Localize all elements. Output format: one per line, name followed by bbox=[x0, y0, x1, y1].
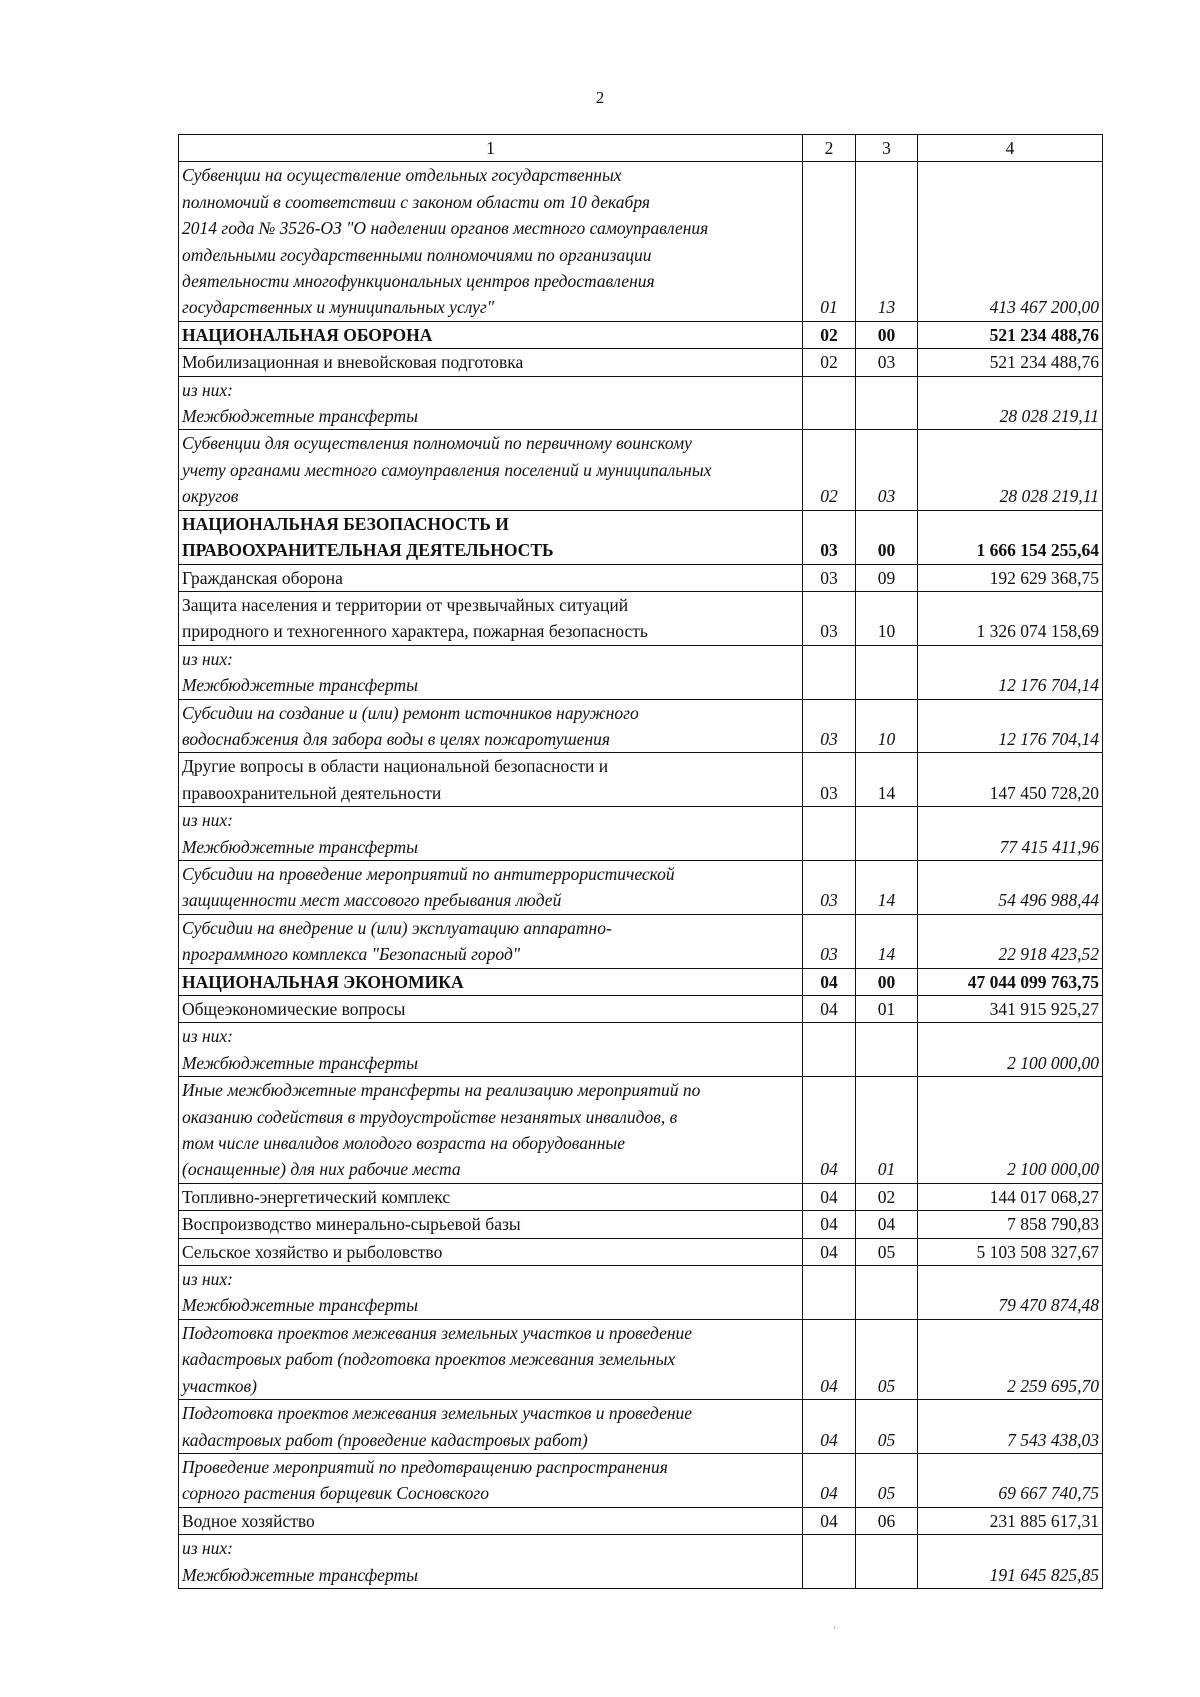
row-amount-cell: 22 918 423,52 bbox=[918, 914, 1103, 968]
row-subsection-cell bbox=[856, 376, 918, 430]
row-name-line: Межбюджетные трансферты bbox=[182, 836, 418, 857]
row-name-line: сорного растения борщевик Сосновского bbox=[182, 1483, 489, 1504]
row-name-line: НАЦИОНАЛЬНАЯ ЭКОНОМИКА bbox=[182, 971, 464, 992]
row-section-cell: 04 bbox=[803, 1238, 856, 1265]
row-name-cell bbox=[179, 376, 803, 430]
row-subsection-cell: 03 bbox=[856, 349, 918, 376]
row-name-line: государственных и муниципальных услуг" bbox=[182, 297, 495, 318]
table-row bbox=[179, 1183, 1103, 1210]
row-name-cell bbox=[179, 753, 803, 807]
table-row bbox=[179, 968, 1103, 995]
row-amount-cell: 12 176 704,14 bbox=[918, 699, 1103, 753]
table-row bbox=[179, 753, 1103, 807]
row-name-line: Межбюджетные трансферты bbox=[182, 406, 418, 427]
row-section-cell: 04 bbox=[803, 1077, 856, 1184]
table-row bbox=[179, 860, 1103, 914]
row-section-cell: 03 bbox=[803, 591, 856, 645]
row-section-cell: 03 bbox=[803, 510, 856, 564]
row-name-cell bbox=[179, 1183, 803, 1210]
row-amount-cell: 47 044 099 763,75 bbox=[918, 968, 1103, 995]
row-section-cell: 03 bbox=[803, 753, 856, 807]
row-section-cell bbox=[803, 376, 856, 430]
row-section-cell bbox=[803, 1023, 856, 1077]
row-name-line: Сельское хозяйство и рыболовство bbox=[182, 1241, 443, 1262]
row-amount-cell: 2 100 000,00 bbox=[918, 1023, 1103, 1077]
row-subsection-cell: 10 bbox=[856, 699, 918, 753]
row-subsection-cell: 05 bbox=[856, 1453, 918, 1507]
row-section-cell: 03 bbox=[803, 564, 856, 591]
header-col-section: 2 bbox=[803, 135, 856, 162]
row-subsection-cell: 03 bbox=[856, 430, 918, 510]
row-section-cell: 01 bbox=[803, 162, 856, 321]
row-section-cell: 04 bbox=[803, 1453, 856, 1507]
row-name-line: Проведение мероприятий по предотвращению распространения bbox=[182, 1456, 668, 1477]
row-name-line: оказанию содействия в трудоустройстве незанятых инвалидов, в bbox=[182, 1106, 678, 1127]
row-name-cell bbox=[179, 564, 803, 591]
row-name-cell bbox=[179, 162, 803, 321]
row-name-cell bbox=[179, 968, 803, 995]
row-section-cell: 03 bbox=[803, 860, 856, 914]
row-amount-cell: 28 028 219,11 bbox=[918, 376, 1103, 430]
row-name-cell bbox=[179, 1319, 803, 1399]
row-name-line: Субсидии на внедрение и (или) эксплуатацию аппаратно- bbox=[182, 917, 612, 938]
row-subsection-cell: 05 bbox=[856, 1319, 918, 1399]
table-row bbox=[179, 645, 1103, 699]
row-subsection-cell: 14 bbox=[856, 860, 918, 914]
row-amount-cell: 521 234 488,76 bbox=[918, 349, 1103, 376]
row-name-line: кадастровых работ (проведение кадастровых работ) bbox=[182, 1429, 588, 1450]
row-name-cell bbox=[179, 807, 803, 861]
row-name-line: НАЦИОНАЛЬНАЯ БЕЗОПАСНОСТЬ И bbox=[182, 513, 509, 534]
row-amount-cell: 28 028 219,11 bbox=[918, 430, 1103, 510]
table-row bbox=[179, 996, 1103, 1023]
header-col-subsection: 3 bbox=[856, 135, 918, 162]
row-amount-cell: 77 415 411,96 bbox=[918, 807, 1103, 861]
table-row bbox=[179, 1535, 1103, 1589]
header-col-amount: 4 bbox=[918, 135, 1103, 162]
table-row bbox=[179, 591, 1103, 645]
row-name-cell bbox=[179, 645, 803, 699]
row-name-cell bbox=[179, 1077, 803, 1184]
row-name-line: ПРАВООХРАНИТЕЛЬНАЯ ДЕЯТЕЛЬНОСТЬ bbox=[182, 540, 554, 561]
row-name-line: Субвенции на осуществление отдельных государственных bbox=[182, 165, 622, 186]
row-subsection-cell: 05 bbox=[856, 1400, 918, 1454]
table-row bbox=[179, 1400, 1103, 1454]
row-section-cell: 04 bbox=[803, 968, 856, 995]
row-name-line: правоохранительной деятельности bbox=[182, 782, 442, 803]
row-section-cell bbox=[803, 1535, 856, 1589]
row-subsection-cell: 01 bbox=[856, 996, 918, 1023]
row-subsection-cell: 14 bbox=[856, 914, 918, 968]
row-amount-cell: 54 496 988,44 bbox=[918, 860, 1103, 914]
row-name-line: из них: bbox=[182, 379, 233, 400]
row-name-line: из них: bbox=[182, 1538, 233, 1559]
table-row bbox=[179, 430, 1103, 510]
row-amount-cell: 2 259 695,70 bbox=[918, 1319, 1103, 1399]
row-subsection-cell bbox=[856, 1023, 918, 1077]
row-amount-cell: 521 234 488,76 bbox=[918, 321, 1103, 348]
row-section-cell bbox=[803, 807, 856, 861]
row-amount-cell: 7 543 438,03 bbox=[918, 1400, 1103, 1454]
row-amount-cell: 147 450 728,20 bbox=[918, 753, 1103, 807]
row-name-cell bbox=[179, 1211, 803, 1238]
table-row bbox=[179, 1211, 1103, 1238]
row-amount-cell: 341 915 925,27 bbox=[918, 996, 1103, 1023]
row-name-cell bbox=[179, 430, 803, 510]
row-name-line: Гражданская оборона bbox=[182, 567, 343, 588]
row-section-cell: 04 bbox=[803, 1211, 856, 1238]
row-name-line: защищенности мест массового пребывания людей bbox=[182, 890, 562, 911]
row-amount-cell: 69 667 740,75 bbox=[918, 1453, 1103, 1507]
row-amount-cell: 144 017 068,27 bbox=[918, 1183, 1103, 1210]
row-subsection-cell: 00 bbox=[856, 510, 918, 564]
table-body bbox=[179, 135, 1103, 1589]
row-name-line: учету органами местного самоуправления поселений и муниципальных bbox=[182, 459, 712, 480]
row-amount-cell: 413 467 200,00 bbox=[918, 162, 1103, 321]
row-name-line: природного и техногенного характера, пожарная безопасность bbox=[182, 621, 648, 642]
row-name-line: участков) bbox=[182, 1375, 257, 1396]
row-section-cell bbox=[803, 645, 856, 699]
row-subsection-cell bbox=[856, 807, 918, 861]
table-row bbox=[179, 914, 1103, 968]
row-amount-cell: 1 666 154 255,64 bbox=[918, 510, 1103, 564]
table-row bbox=[179, 1507, 1103, 1534]
row-amount-cell: 2 100 000,00 bbox=[918, 1077, 1103, 1184]
row-name-line: Воспроизводство минерально-сырьевой базы bbox=[182, 1214, 521, 1235]
row-amount-cell: 192 629 368,75 bbox=[918, 564, 1103, 591]
row-subsection-cell: 04 bbox=[856, 1211, 918, 1238]
row-amount-cell: 79 470 874,48 bbox=[918, 1266, 1103, 1320]
row-name-line: Межбюджетные трансферты bbox=[182, 1052, 418, 1073]
row-name-line: из них: bbox=[182, 1026, 233, 1047]
row-section-cell: 04 bbox=[803, 1400, 856, 1454]
row-name-cell bbox=[179, 591, 803, 645]
budget-table bbox=[178, 134, 1103, 1589]
row-name-line: деятельности многофункциональных центров предоставления bbox=[182, 271, 655, 292]
row-name-line: Общеэкономические вопросы bbox=[182, 999, 406, 1019]
row-name-line: Межбюджетные трансферты bbox=[182, 1564, 418, 1585]
row-name-line: том числе инвалидов молодого возраста на оборудованные bbox=[182, 1133, 626, 1154]
row-name-line: Топливно-энергетический комплекс bbox=[182, 1186, 451, 1207]
row-name-line: кадастровых работ (подготовка проектов межевания земельных bbox=[182, 1349, 676, 1370]
table-row bbox=[179, 376, 1103, 430]
page-number: 2 bbox=[595, 88, 605, 107]
row-name-cell bbox=[179, 860, 803, 914]
table-row bbox=[179, 1453, 1103, 1507]
row-section-cell: 03 bbox=[803, 699, 856, 753]
table-row bbox=[179, 349, 1103, 376]
row-amount-cell: 231 885 617,31 bbox=[918, 1507, 1103, 1534]
row-name-line: Субсидии на проведение мероприятий по антитеррористической bbox=[182, 863, 675, 884]
row-section-cell: 02 bbox=[803, 321, 856, 348]
row-name-cell bbox=[179, 1023, 803, 1077]
table-row bbox=[179, 564, 1103, 591]
row-name-line: Другие вопросы в области национальной безопасности и bbox=[182, 756, 609, 777]
row-section-cell: 02 bbox=[803, 430, 856, 510]
table-row bbox=[179, 1266, 1103, 1320]
row-name-line: Субвенции для осуществления полномочий по первичному воинскому bbox=[182, 433, 692, 454]
row-name-line: округов bbox=[182, 486, 239, 507]
row-subsection-cell: 00 bbox=[856, 321, 918, 348]
row-name-line: из них: bbox=[182, 810, 233, 831]
row-subsection-cell bbox=[856, 1535, 918, 1589]
row-name-cell bbox=[179, 510, 803, 564]
row-subsection-cell: 00 bbox=[856, 968, 918, 995]
table-header-row bbox=[179, 135, 1103, 162]
row-subsection-cell: 06 bbox=[856, 1507, 918, 1534]
row-amount-cell: 7 858 790,83 bbox=[918, 1211, 1103, 1238]
row-amount-cell: 5 103 508 327,67 bbox=[918, 1238, 1103, 1265]
table-row bbox=[179, 699, 1103, 753]
table-row bbox=[179, 1238, 1103, 1265]
row-section-cell: 04 bbox=[803, 1183, 856, 1210]
row-section-cell: 03 bbox=[803, 914, 856, 968]
table-row bbox=[179, 1077, 1103, 1184]
row-amount-cell: 1 326 074 158,69 bbox=[918, 591, 1103, 645]
row-name-line: программного комплекса "Безопасный город" bbox=[182, 944, 521, 965]
row-name-line: из них: bbox=[182, 1269, 233, 1290]
table-row bbox=[179, 807, 1103, 861]
row-amount-cell: 12 176 704,14 bbox=[918, 645, 1103, 699]
row-name-cell bbox=[179, 996, 803, 1023]
row-name-cell bbox=[179, 1400, 803, 1454]
row-amount-cell: 191 645 825,85 bbox=[918, 1535, 1103, 1589]
row-subsection-cell bbox=[856, 1266, 918, 1320]
table-row bbox=[179, 321, 1103, 348]
row-name-cell bbox=[179, 1507, 803, 1534]
table-row bbox=[179, 162, 1103, 321]
row-subsection-cell bbox=[856, 645, 918, 699]
row-name-line: полномочий в соответствии с законом области от 10 декабря bbox=[182, 191, 650, 212]
row-section-cell: 04 bbox=[803, 996, 856, 1023]
row-name-line: Водное хозяйство bbox=[182, 1510, 315, 1531]
row-name-line: водоснабжения для забора воды в целях пожаротушения bbox=[182, 728, 611, 749]
row-name-line: 2014 года № 3526-ОЗ "О наделении органов местного самоуправления bbox=[182, 218, 709, 239]
row-section-cell: 02 bbox=[803, 349, 856, 376]
row-name-line: отдельными государственными полномочиями по организации bbox=[182, 244, 652, 265]
row-subsection-cell: 10 bbox=[856, 591, 918, 645]
row-name-cell bbox=[179, 321, 803, 348]
row-name-line: (оснащенные) для них рабочие места bbox=[182, 1159, 461, 1180]
row-subsection-cell: 01 bbox=[856, 1077, 918, 1184]
scan-speck: . bbox=[833, 1620, 836, 1631]
table-row bbox=[179, 510, 1103, 564]
row-name-line: НАЦИОНАЛЬНАЯ ОБОРОНА bbox=[182, 324, 433, 345]
row-name-cell bbox=[179, 1535, 803, 1589]
row-subsection-cell: 09 bbox=[856, 564, 918, 591]
row-name-cell bbox=[179, 699, 803, 753]
table-row bbox=[179, 1319, 1103, 1399]
row-name-line: Подготовка проектов межевания земельных участков и проведение bbox=[182, 1403, 693, 1424]
row-subsection-cell: 14 bbox=[856, 753, 918, 807]
row-name-line: Межбюджетные трансферты bbox=[182, 1295, 418, 1316]
row-name-cell bbox=[179, 1453, 803, 1507]
row-name-cell bbox=[179, 1266, 803, 1320]
row-name-line: из них: bbox=[182, 648, 233, 669]
row-subsection-cell: 02 bbox=[856, 1183, 918, 1210]
header-col-name: 1 bbox=[179, 135, 803, 162]
row-name-line: Защита населения и территории от чрезвычайных ситуаций bbox=[182, 594, 629, 615]
row-name-line: Иные межбюджетные трансферты на реализацию мероприятий по bbox=[182, 1080, 701, 1101]
row-section-cell: 04 bbox=[803, 1319, 856, 1399]
row-subsection-cell: 13 bbox=[856, 162, 918, 321]
row-name-cell bbox=[179, 914, 803, 968]
row-name-cell bbox=[179, 1238, 803, 1265]
row-name-line: Мобилизационная и вневойсковая подготовка bbox=[182, 352, 524, 373]
row-section-cell: 04 bbox=[803, 1507, 856, 1534]
table-row bbox=[179, 1023, 1103, 1077]
row-name-line: Межбюджетные трансферты bbox=[182, 675, 418, 696]
row-name-line: Подготовка проектов межевания земельных участков и проведение bbox=[182, 1322, 693, 1343]
row-subsection-cell: 05 bbox=[856, 1238, 918, 1265]
row-section-cell bbox=[803, 1266, 856, 1320]
row-name-line: Субсидии на создание и (или) ремонт источников наружного bbox=[182, 702, 639, 723]
row-name-cell bbox=[179, 349, 803, 376]
